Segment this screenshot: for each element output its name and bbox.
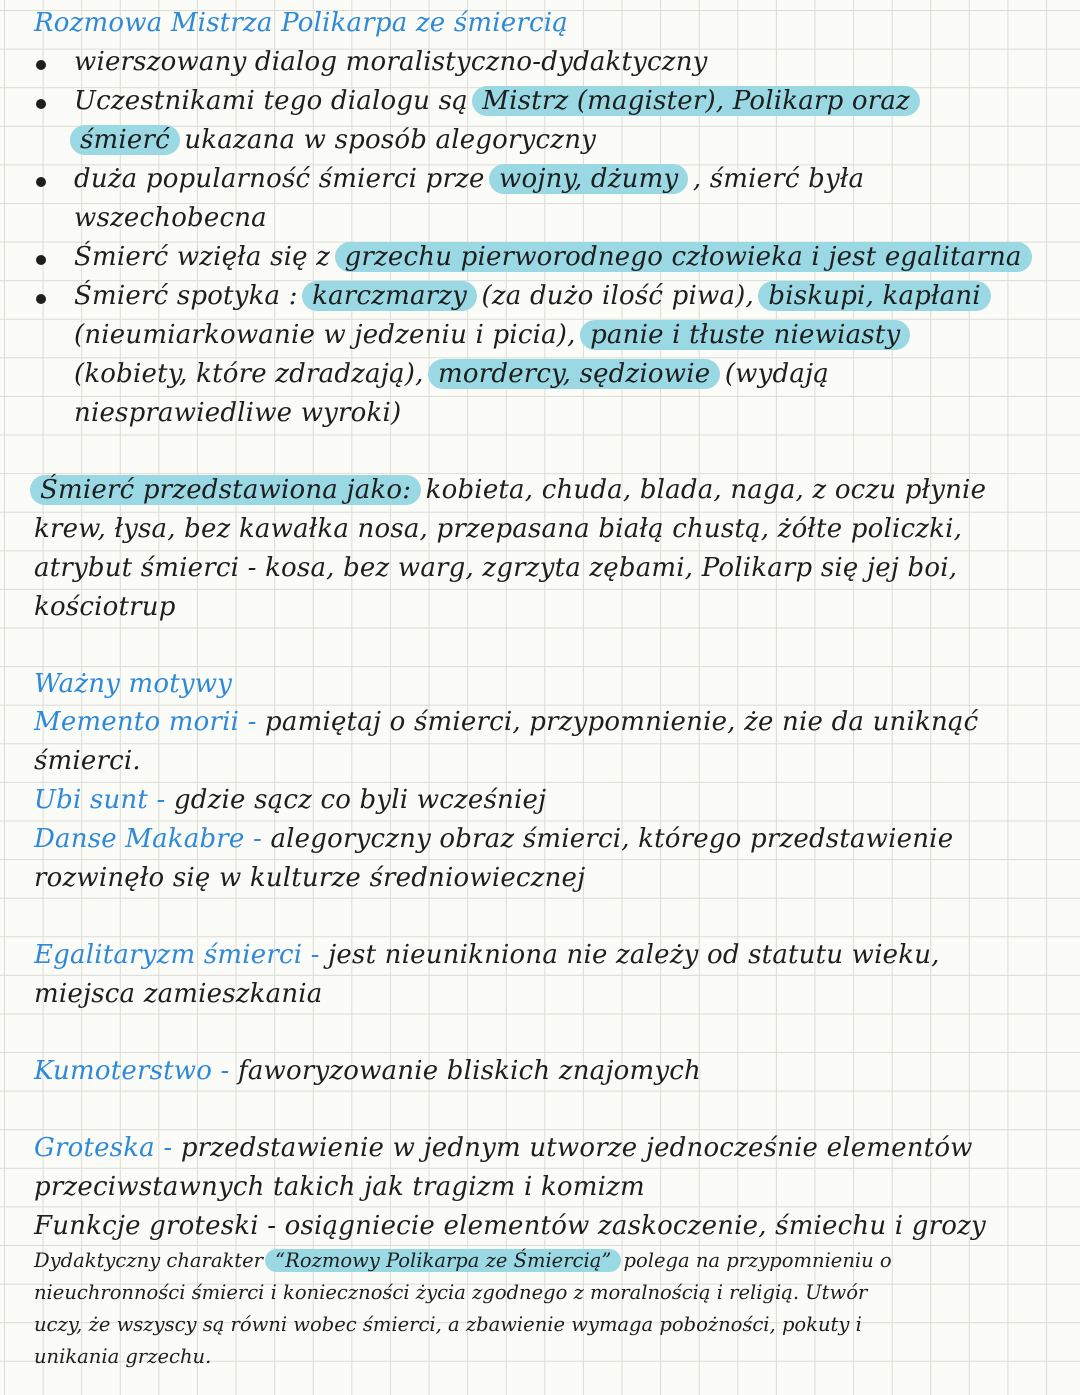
motif-memento-mori-cont: śmierci.	[34, 746, 141, 776]
text: Dydaktyczny charakter	[34, 1249, 263, 1272]
page-title: Rozmowa Mistrza Polikarpa ze śmiercią	[34, 8, 568, 38]
bullet-5-line-2	[74, 316, 906, 354]
text: duża popularność śmierci prze	[74, 164, 485, 194]
death-description-line-1	[34, 471, 986, 509]
text: (za dużo ilość piwa),	[481, 281, 754, 311]
highlight: grzechu pierworodnego człowieka i jest egalitarna	[335, 242, 1032, 272]
highlight: mordercy, sędziowie	[428, 359, 720, 389]
definition: alegoryczny obraz śmierci, którego przedstawienie	[270, 824, 954, 854]
didactic-line-2: nieuchronności śmierci i konieczności życia zgodnego z moralnością i religią. Utwór	[34, 1281, 868, 1304]
term: Groteska -	[34, 1133, 173, 1163]
egalitarianism-line-1	[34, 936, 940, 974]
definition: pamiętaj o śmierci, przypomnienie, że nie da uniknąć	[265, 707, 979, 737]
didactic-line-4: unikania grzechu.	[34, 1345, 212, 1368]
highlight: panie i tłuste niewiasty	[580, 320, 910, 350]
motif-ubi-sunt	[34, 781, 546, 819]
term: Ubi sunt -	[34, 785, 166, 815]
bullet-5-line-3	[74, 355, 829, 393]
groteska-line-1	[34, 1129, 973, 1167]
death-description-line-2: krew, łysa, bez kawałka nosa, przepasana białą chustą, żółte policzki,	[34, 514, 963, 544]
highlight: wojny, dżumy	[489, 164, 688, 194]
text: kobieta, chuda, blada, naga, z oczu płynie	[425, 475, 987, 505]
bullet-dot	[36, 294, 46, 304]
text: (nieumiarkowanie w jedzeniu i picia),	[74, 320, 576, 350]
motif-memento-mori	[34, 703, 978, 741]
didactic-line-3: uczy, że wszyscy są równi wobec śmierci, a zbawienie wymaga pobożności, pokuty i	[34, 1313, 862, 1336]
bullet-1: wierszowany dialog moralistyczno-dydaktyczny	[74, 47, 708, 77]
definition: gdzie sącz co byli wcześniej	[173, 785, 547, 815]
text: (wydają	[724, 359, 830, 389]
bullet-5-line-1	[74, 277, 987, 315]
term: Egalitaryzm śmierci -	[34, 940, 320, 970]
highlight: Śmierć przedstawiona jako:	[30, 475, 421, 505]
bullet-5-line-4: niesprawiedliwe wyroki)	[74, 398, 402, 428]
bullet-dot	[36, 60, 46, 70]
bullet-3-line-1	[74, 160, 864, 198]
term: Kumoterstwo -	[34, 1056, 230, 1086]
groteska-functions: Funkcje groteski - osiągniecie elementów zaskoczenie, śmiechu i grozy	[34, 1211, 986, 1241]
definition: faworyzowanie bliskich znajomych	[238, 1056, 701, 1086]
definition: przedstawienie w jednym utworze jednocześnie elementów	[180, 1133, 973, 1163]
bullet-2-line-2	[74, 121, 596, 159]
text: , śmierć była	[692, 164, 865, 194]
text: Uczestnikami tego dialogu są	[74, 86, 468, 116]
bullet-dot	[36, 99, 46, 109]
didactic-line-1	[34, 1245, 892, 1277]
highlight: biskupi, kapłani	[758, 281, 990, 311]
egalitarianism-line-2: miejsca zamieszkania	[34, 979, 323, 1009]
bullet-dot	[36, 255, 46, 265]
text: (kobiety, które zdradzają),	[74, 359, 424, 389]
bullet-3-line-2: wszechobecna	[74, 203, 267, 233]
bullet-dot	[36, 177, 46, 187]
definition: jest nieunikniona nie zależy od statutu wieku,	[328, 940, 940, 970]
text: polega na przypomnieniu o	[623, 1249, 892, 1272]
death-description-line-4: kościotrup	[34, 592, 176, 622]
text: ukazana w sposób alegoryczny	[184, 125, 597, 155]
highlight: Mistrz (magister), Polikarp oraz	[472, 86, 920, 116]
text: Śmierć spotyka :	[74, 281, 298, 311]
kumoterstwo	[34, 1052, 701, 1090]
highlight: “Rozmowy Polikarpa ze Śmiercią”	[265, 1249, 621, 1272]
bullet-2-line-1	[74, 82, 916, 120]
motifs-heading: Ważny motywy	[34, 669, 233, 699]
highlight: karczmarzy	[302, 281, 477, 311]
term: Memento morii -	[34, 707, 257, 737]
text: Śmierć wzięła się z	[74, 242, 331, 272]
motif-danse-makabre-cont: rozwinęło się w kulturze średniowiecznej	[34, 863, 586, 893]
motif-danse-makabre	[34, 820, 953, 858]
groteska-line-2: przeciwstawnych takich jak tragizm i komizm	[34, 1172, 645, 1202]
highlight: śmierć	[70, 125, 180, 155]
term: Danse Makabre -	[34, 824, 262, 854]
death-description-line-3: atrybut śmierci - kosa, bez warg, zgrzyta zębami, Polikarp się jej boi,	[34, 553, 958, 583]
bullet-4	[74, 238, 1028, 276]
